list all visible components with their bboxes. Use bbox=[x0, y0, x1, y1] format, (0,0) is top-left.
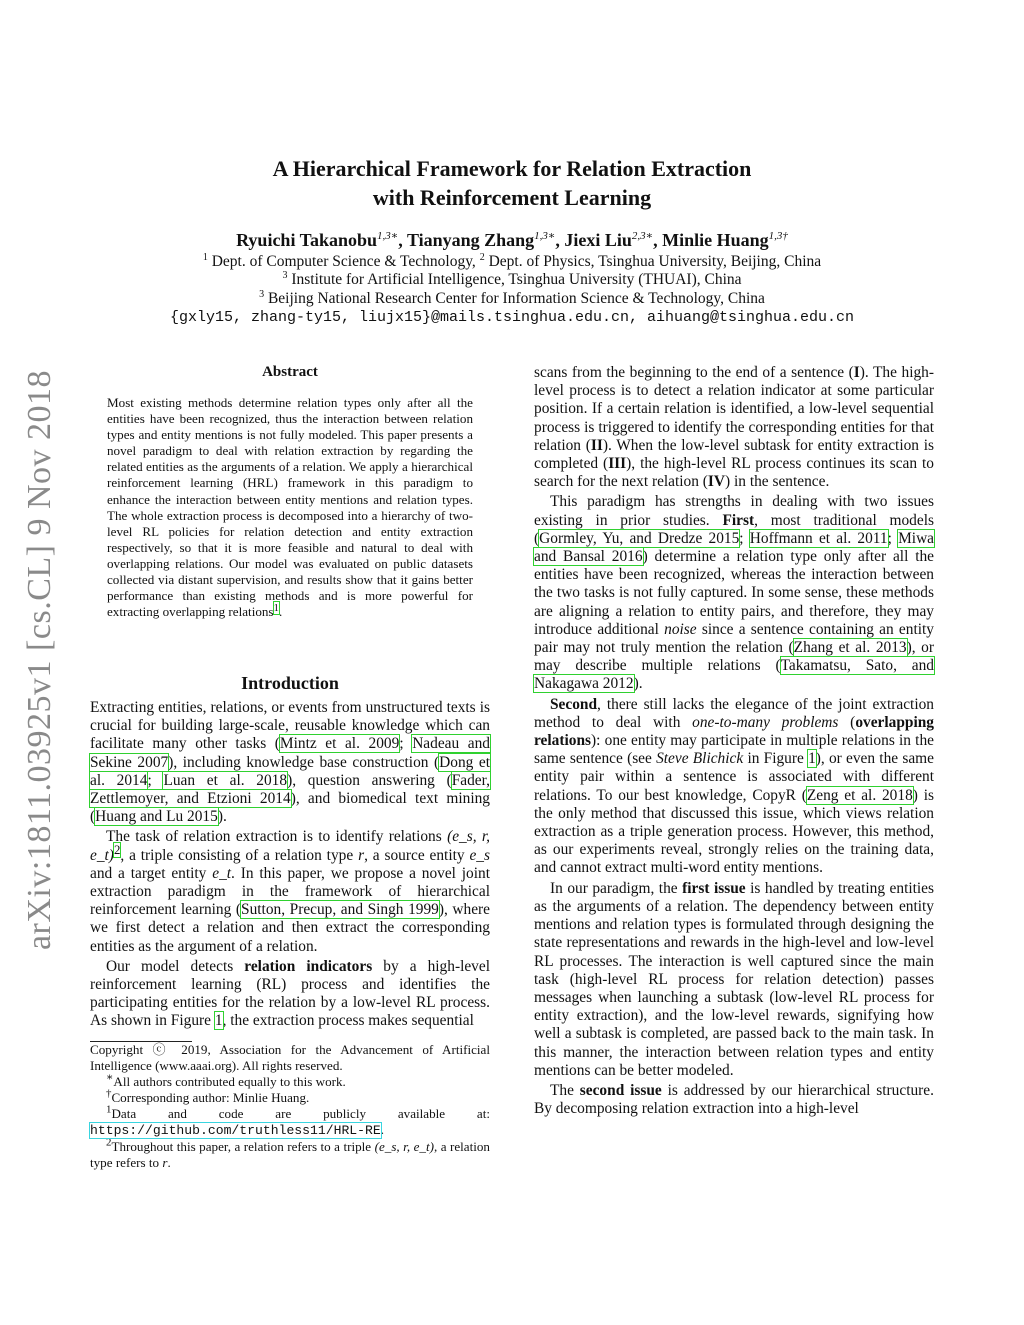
text-run: , the extraction process makes sequential bbox=[222, 1012, 474, 1030]
text-run: and a target entity bbox=[90, 864, 207, 882]
footnote-text: , a relation type refers to bbox=[90, 1139, 490, 1170]
math-inline: (e_s, r, e_t) bbox=[374, 1139, 434, 1154]
arxiv-stamp bbox=[10, 340, 70, 980]
citation-link[interactable]: Dong et al. 2014 bbox=[90, 753, 490, 789]
text-run: in Figure bbox=[747, 750, 804, 768]
text-run: is addressed by our hierarchical structure. By decomposing relation extraction into a high-level bbox=[534, 1081, 934, 1118]
text-run: ), including knowledge base construction ( bbox=[168, 753, 440, 771]
text-run: ): one entity may participate in multiple relations in the same sentence (see bbox=[534, 732, 934, 768]
footnote-text: Corresponding author: Minlie Huang. bbox=[111, 1090, 310, 1105]
text-run: is handled by treating entities as the arguments of a relation. The dependency between entity mentions and relation types is formulated through designing the state representations and rewards in the high-level and low-level RL processes. The interaction is well captured since the main task (high-level RL process for relation detection) passes messages when launching a subtask (low-level RL process for entity extraction), and the low-level rewards, signifying how well a subtask is completed, are passed back to the main task. In this manner, the interaction between relation types and entity mentions can be better modeled. bbox=[534, 879, 934, 1079]
citation-link[interactable]: Zhang et al. 2013 bbox=[793, 639, 907, 657]
text-run: ; bbox=[739, 529, 750, 547]
text-run: , most traditional models ( bbox=[534, 511, 934, 547]
bold-term: Second bbox=[550, 695, 598, 713]
author-mark: 1,3† bbox=[768, 230, 788, 242]
text-run: scans from the beginning to the end of a sentence ( bbox=[534, 364, 854, 381]
affiliation-line-2 bbox=[90, 271, 934, 289]
text-run: ), where we first detect a relation and then extract the corresponding entities as the argument of a relation. bbox=[90, 901, 491, 955]
abstract-text: Most existing methods determine relation types only after all the entities have been recognized, thus the interaction between relation types and entity mentions is not fully modeled. This paper presents a novel paradigm to deal with relation extraction by regarding the related entities as the arguments of a relation. We apply a hierarchical reinforcement learning (HRL) framework in this paradigm to enhance the interaction between entity mentions and relation types. The whole extraction process is decomposed into a hierarchy of two-level RL policies for relation detection and entity extraction respectively, so that it is more feasible and natural to deal with overlapping relations. Our model was evaluated on public datasets collected via distant supervision, and results show that it gains better performance than existing methods and is more powerful for extracting overlapping relations bbox=[107, 395, 473, 620]
paragraph bbox=[534, 364, 934, 491]
title-line-1: A Hierarchical Framework for Relation Extraction bbox=[272, 156, 752, 181]
affiliation-text: Dept. of Physics, Tsinghua University, Beijing, China bbox=[488, 253, 822, 270]
paragraph bbox=[534, 696, 934, 878]
arxiv-stamp-text: arXiv:1811.03925v1 [cs.CL] 9 Nov 2018 bbox=[21, 369, 58, 951]
citation-link[interactable]: Huang and Lu 2015 bbox=[95, 808, 218, 826]
footnote-mark: 2 bbox=[106, 1136, 112, 1149]
affiliation-number: 3 bbox=[259, 288, 265, 300]
footnote-text: . bbox=[167, 1155, 171, 1170]
affiliation-text: Beijing National Research Center for Information Science & Technology, China bbox=[267, 290, 765, 307]
text-run: ) is the only method that discussed this issue, which views relation extraction as a triple generation process. However, this method, as our experiments reveal, strongly relies on the training data, and cannot extract multi-word entity mentions. bbox=[534, 786, 934, 877]
footnotes bbox=[90, 1042, 490, 1171]
footnote bbox=[90, 1087, 490, 1106]
text-run: ). bbox=[633, 675, 643, 693]
footnote-mark: ∗ bbox=[106, 1071, 114, 1084]
affiliation-text: Institute for Artificial Intelligence, Tsinghua University (THUAI), China bbox=[291, 271, 742, 288]
citation-link[interactable]: Nadeau and Sekine 2007 bbox=[90, 735, 490, 771]
paper-title bbox=[120, 154, 904, 212]
abstract-body bbox=[107, 395, 473, 620]
paragraph bbox=[534, 880, 934, 1080]
text-run: ) determine a relation type only after all the entities have been recognized, whereas the interaction between the two tasks is not fully captured. In some sense, these methods are aligning a relation to entity pairs, and therefore, they may introduce additional bbox=[534, 548, 935, 638]
footnote-text: All authors contributed equally to this work. bbox=[113, 1074, 346, 1089]
bold-term: III bbox=[608, 455, 627, 473]
text-run: Our model detects bbox=[106, 957, 234, 975]
bold-term: IV bbox=[707, 473, 726, 491]
abstract-heading: Abstract bbox=[262, 364, 318, 380]
author-list: Ryuichi Takanobu$^{1,3∗}$, Tianyang Zhang$^{1,3∗}$, Jiexi Liu$^{2,3∗}$, Minlie Huang$^{1,3\dagger}$ bbox=[236, 230, 788, 250]
code-url-link[interactable]: https://github.com/truthless11/HRL-RE bbox=[90, 1123, 381, 1138]
text-run: , a triple consisting of a relation type bbox=[120, 846, 354, 864]
citation-link[interactable]: Mintz et al. 2009 bbox=[279, 735, 400, 753]
paragraph bbox=[90, 958, 490, 1031]
bold-term: relation indicators bbox=[244, 957, 373, 975]
title-line-2: with Reinforcement Learning bbox=[372, 185, 652, 210]
affiliation-number: 3 bbox=[282, 269, 288, 281]
text-run: Extracting entities, relations, or events from unstructured texts is crucial for building large-scale, reusable knowledge which can facilitate many other tasks ( bbox=[90, 699, 490, 753]
footnote-text: . bbox=[380, 1122, 385, 1137]
math-inline: e_s bbox=[469, 846, 490, 864]
math-inline: r bbox=[358, 846, 365, 864]
text-run: ), the high-level RL process continues its scan to search for the next relation ( bbox=[534, 455, 934, 491]
bold-term: II bbox=[590, 436, 603, 454]
math-inline: e_t bbox=[212, 864, 232, 882]
footnote bbox=[90, 1136, 490, 1171]
text-run: ), or may describe multiple relations ( bbox=[534, 639, 934, 675]
bold-term: I bbox=[853, 364, 860, 381]
copyright-note: Copyright ⓒ 2019, Association for the Advancement of Artificial Intelligence (www.aaai.org). All rights reserved. bbox=[90, 1042, 490, 1073]
text-run: The bbox=[550, 1081, 574, 1099]
text-run: ; bbox=[887, 529, 899, 547]
bold-term: First bbox=[722, 511, 755, 529]
right-column-body bbox=[534, 364, 934, 1118]
text-run: ). bbox=[217, 808, 227, 826]
citation-link[interactable]: Gormley, Yu, and Dredze 2015 bbox=[539, 529, 740, 547]
math-inline: (e_s, r, e_t) bbox=[90, 828, 490, 864]
text-run: ) in the sentence. bbox=[725, 473, 830, 491]
text-run: In our paradigm, the bbox=[550, 879, 678, 897]
author-name: Minlie Huang bbox=[662, 230, 769, 250]
citation-link[interactable]: Miwa and Bansal 2016 bbox=[534, 529, 935, 566]
footnote-link[interactable]: 1 bbox=[273, 601, 279, 614]
author-name: Ryuichi Takanobu bbox=[236, 230, 378, 250]
citation-link[interactable]: Hoffmann et al. 2011 bbox=[749, 529, 888, 547]
paragraph bbox=[534, 493, 934, 693]
text-run: ; bbox=[399, 735, 413, 753]
bold-term: first issue bbox=[682, 879, 746, 897]
citation-link[interactable]: Fader, Zettlemoyer, and Etzioni 2014 bbox=[90, 771, 490, 808]
citation-link[interactable]: Luan et al. 2018 bbox=[163, 771, 288, 789]
citation-link[interactable]: Sutton, Precup, and Singh 1999 bbox=[241, 901, 439, 919]
text-run: This paradigm has strengths in dealing with two issues existing in prior studies. bbox=[534, 493, 934, 529]
bold-term: overlapping relations bbox=[534, 713, 934, 750]
affiliation-line-3 bbox=[90, 290, 934, 308]
text-run: ). The high-level process is to detect a relation indicator at some particular position. If a certain relation is identified, a low-level sequential process is triggered to identify the corresponding entities for that relation ( bbox=[534, 364, 934, 454]
footnote bbox=[90, 1071, 490, 1090]
bold-term: second issue bbox=[579, 1081, 662, 1099]
affiliation-number: 1 bbox=[202, 251, 208, 263]
paragraph bbox=[534, 1082, 934, 1118]
introduction-body bbox=[90, 699, 490, 1031]
figure-link[interactable]: 1 bbox=[808, 750, 816, 768]
affiliation-line-1 bbox=[90, 253, 934, 271]
author-emails: {gxly15, zhang-ty15, liujx15}@mails.tsinghua.edu.cn, aihuang@tsinghua.edu.cn bbox=[169, 309, 855, 326]
footnote bbox=[90, 1103, 490, 1139]
author-mark: 1,3∗ bbox=[534, 230, 556, 242]
text-run: , there still lacks the elegance of the joint extraction method to deal with bbox=[534, 695, 934, 731]
text-run: , a source entity bbox=[364, 846, 465, 864]
abstract-end: . bbox=[278, 604, 283, 620]
author-mark: 2,3∗ bbox=[631, 230, 654, 242]
text-run: . In this paper, we propose a novel joint extraction paradigm in the framework of hierarchical reinforcement learning ( bbox=[90, 864, 490, 919]
footnote-text: Data and code are publicly available at: bbox=[111, 1106, 490, 1121]
affiliation-text: Dept. of Computer Science & Technology, bbox=[211, 253, 476, 270]
section-heading-introduction: Introduction bbox=[241, 673, 339, 693]
footnote-mark: † bbox=[106, 1087, 112, 1100]
footnote-mark: 1 bbox=[106, 1103, 112, 1116]
citation-link[interactable]: Zeng et al. 2018 bbox=[806, 786, 913, 804]
italic-term: one-to-many problems bbox=[692, 713, 839, 731]
paragraph bbox=[90, 699, 490, 826]
author-name: Tianyang Zhang bbox=[406, 230, 535, 250]
author-name: Jiexi Liu bbox=[564, 230, 632, 250]
text-run: ; bbox=[147, 771, 164, 789]
text-run: since a sentence containing an entity pair may not truly mention the relation ( bbox=[534, 620, 934, 657]
italic-term: Steve Blichick bbox=[656, 750, 744, 768]
text-run: ). When the low-level subtask for entity extraction is completed ( bbox=[534, 436, 934, 473]
italic-term: noise bbox=[664, 620, 697, 638]
text-run: ( bbox=[850, 713, 856, 731]
paragraph bbox=[90, 828, 490, 955]
text-run: ), and biomedical text mining ( bbox=[90, 790, 490, 826]
affiliation-number: 2 bbox=[479, 251, 485, 263]
footnote-text: Throughout this paper, a relation refers to a triple bbox=[111, 1139, 372, 1154]
figure-link[interactable]: 1 bbox=[214, 1012, 223, 1030]
text-run: ), or even the same entity pair within a sentence is associated with different relations. To our best knowledge, CopyR ( bbox=[534, 750, 934, 804]
citation-link[interactable]: Takamatsu, Sato, and Nakagawa 2012 bbox=[534, 657, 934, 693]
text-run: The task of relation extraction is to identify relations bbox=[106, 828, 442, 846]
author-mark: 1,3∗ bbox=[377, 230, 399, 242]
math-inline: r bbox=[162, 1155, 168, 1170]
text-run: ), question answering ( bbox=[287, 771, 452, 789]
footnote-link[interactable]: 2 bbox=[113, 842, 121, 857]
text-run: by a high-level reinforcement learning (RL) process and identifies the participating entities for the relation by a low-level RL process. As shown in Figure bbox=[90, 957, 490, 1030]
